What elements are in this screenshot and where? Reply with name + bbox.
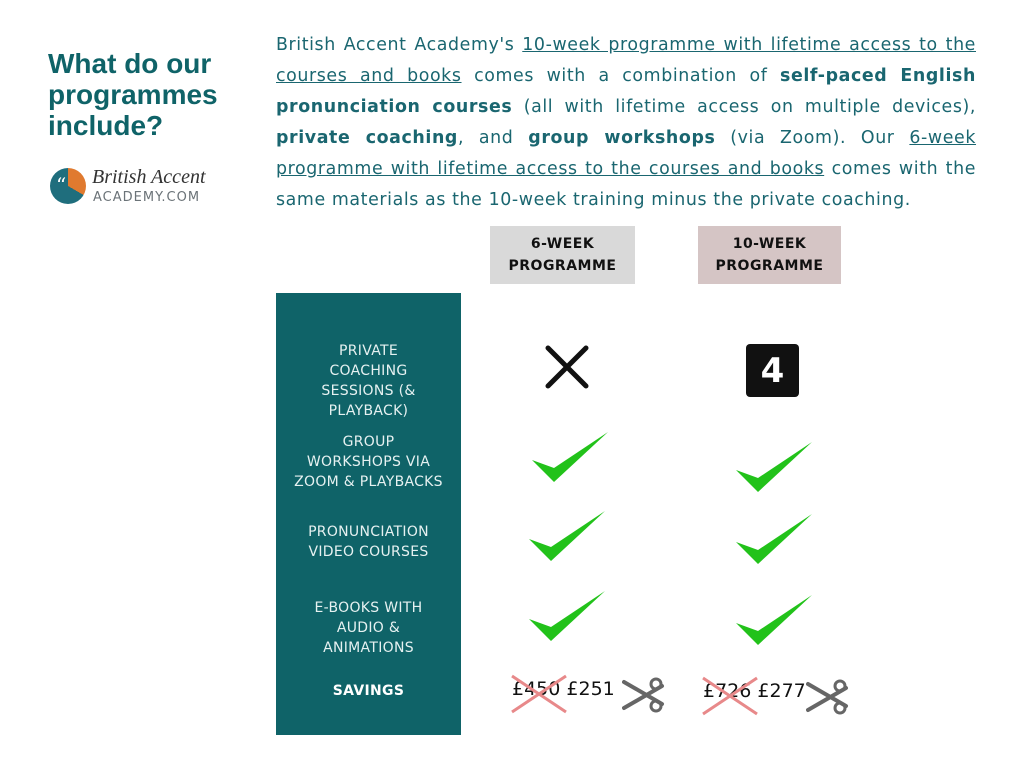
strike-icon — [699, 674, 761, 718]
old-price-text: £726 — [703, 680, 752, 702]
feature-private-coaching: PRIVATE COACHING SESSIONS (& PLAYBACK) — [321, 343, 416, 419]
intro-text: (all with lifetime access on multiple devices), — [512, 97, 976, 117]
ten-week-column-header — [698, 226, 841, 284]
page-heading: What do our programmes include? — [48, 48, 218, 141]
intro-text: comes with the same materials as the 10-week training minus the private coaching. — [276, 159, 977, 210]
six-week-column-header — [490, 226, 635, 284]
six-week-price — [512, 678, 615, 700]
strike-icon — [508, 672, 570, 716]
logo-domain: ACADEMY.COM — [93, 190, 201, 205]
intro-bold: group workshops — [528, 128, 716, 148]
ten-week-price — [703, 680, 806, 702]
intro-bold: private coaching — [276, 128, 458, 148]
scissors-icon — [806, 678, 850, 720]
check-icon — [527, 509, 607, 567]
intro-bold: self-paced English pronunciation courses — [276, 66, 976, 117]
intro-text: comes with a combination of — [461, 66, 780, 86]
check-icon — [734, 440, 814, 498]
check-icon — [734, 593, 814, 651]
feature-group-workshops: GROUP WORKSHOPS VIA ZOOM & PLAYBACKS — [294, 434, 443, 490]
ten-week-label: 10-WEEK PROGRAMME — [715, 236, 824, 274]
check-icon — [530, 430, 610, 488]
intro-paragraph — [276, 30, 976, 216]
six-week-programme-link[interactable]: 6-week programme with lifetime access to the courses and books — [276, 128, 977, 179]
feature-ebooks: E-BOOKS WITH AUDIO & ANIMATIONS — [314, 600, 423, 656]
intro-text: , and — [457, 128, 529, 148]
check-icon — [734, 512, 814, 570]
ten-week-old-price — [703, 680, 751, 702]
intro-text: (via Zoom). Our — [715, 128, 910, 148]
scissors-icon — [622, 676, 666, 718]
coaching-count: 4 — [760, 350, 785, 391]
cross-icon — [544, 344, 590, 394]
six-week-label: 6-WEEK PROGRAMME — [508, 236, 617, 274]
check-icon — [527, 589, 607, 647]
brand-logo — [50, 166, 220, 208]
ten-week-programme-link[interactable]: 10-week programme with lifetime access to the courses and books — [276, 35, 976, 86]
six-week-new-price: £251 — [566, 678, 615, 700]
ten-week-new-price: £277 — [757, 680, 806, 702]
feature-video-courses: PRONUNCIATION VIDEO COURSES — [308, 524, 429, 560]
six-week-old-price — [512, 678, 560, 700]
intro-text: British Accent Academy's — [276, 35, 523, 55]
logo-badge-icon: “ — [50, 168, 86, 204]
coaching-count-badge — [746, 344, 799, 397]
feature-savings: SAVINGS — [332, 683, 405, 699]
old-price-text: £450 — [512, 678, 561, 700]
logo-name: British Accent — [92, 166, 206, 188]
